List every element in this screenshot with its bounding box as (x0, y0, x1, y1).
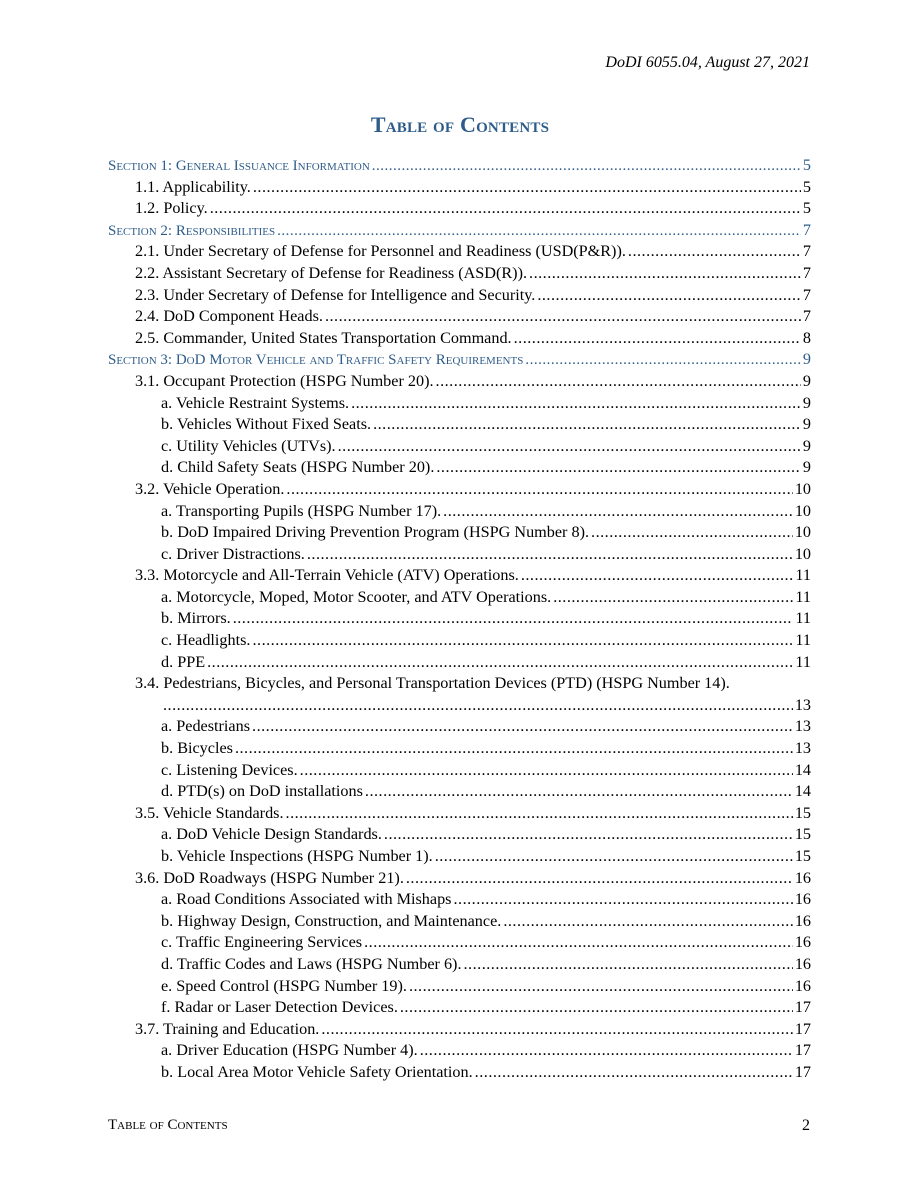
toc-page-number: 14 (794, 760, 811, 779)
toc-page-number: 5 (802, 177, 811, 196)
toc-entry-link[interactable] (108, 329, 811, 351)
toc-page-number: 17 (794, 1019, 811, 1038)
toc-entry-title: f. Radar or Laser Detection Devices. (161, 998, 398, 1017)
toc-entry-title: c. Listening Devices. (161, 760, 298, 779)
toc-section-link[interactable] (108, 221, 811, 243)
toc-page-number: 7 (802, 242, 811, 261)
toc-entry-title: b. Local Area Motor Vehicle Safety Orientation. (161, 1062, 473, 1081)
toc-page-number: 9 (802, 436, 811, 455)
dot-leader (365, 782, 793, 801)
toc-page-number: 16 (794, 954, 811, 973)
toc-page-number: 9 (802, 415, 811, 434)
dot-leader (252, 717, 793, 736)
toc-entry-title: Section 1: General Issuance Information (108, 158, 370, 174)
toc-page-number: 9 (802, 350, 811, 369)
toc-entry-link[interactable] (108, 523, 811, 545)
dot-leader (207, 653, 793, 672)
toc-page-number: 17 (794, 998, 811, 1017)
dot-leader (443, 502, 793, 521)
toc-entry-link[interactable] (108, 307, 811, 329)
toc-entry-link[interactable] (108, 717, 811, 739)
toc-entry-link[interactable] (108, 609, 811, 631)
toc-entry-link[interactable] (108, 458, 811, 480)
toc-page-number: 11 (795, 631, 811, 650)
toc-entry-title: a. Driver Education (HSPG Number 4). (161, 1041, 418, 1060)
dot-leader (364, 933, 793, 952)
toc-entry-link[interactable] (108, 372, 811, 394)
toc-entry-title: c. Utility Vehicles (UTVs). (161, 436, 336, 455)
footer-label: Table of Contents (108, 1117, 228, 1133)
dot-leader (409, 977, 793, 996)
toc-entry-link[interactable] (108, 825, 811, 847)
toc-entry-link[interactable] (108, 437, 811, 459)
toc-entry-link[interactable] (108, 782, 811, 804)
toc-page-number: 11 (795, 566, 811, 585)
dot-leader (253, 178, 801, 197)
toc-entry-title: d. Traffic Codes and Laws (HSPG Number 6). (161, 954, 462, 973)
toc-entry-link[interactable] (108, 415, 811, 437)
dot-leader (372, 158, 801, 175)
toc-entry-link[interactable] (108, 653, 811, 675)
toc-entry-title: b. Mirrors. (161, 609, 231, 628)
toc-entry-title: d. PTD(s) on DoD installations (161, 782, 363, 801)
toc-entry-link[interactable] (108, 1020, 811, 1042)
toc-entry-link[interactable] (108, 1063, 811, 1085)
toc-page-number: 9 (802, 371, 811, 390)
toc-page-number: 7 (802, 263, 811, 282)
dot-leader (503, 912, 792, 931)
toc-entry-title: c. Traffic Engineering Services (161, 933, 363, 952)
toc-entry-title: 3.7. Training and Education. (135, 1019, 320, 1038)
toc-page-number: 5 (802, 199, 811, 218)
toc-entry-title: a. Vehicle Restraint Systems. (161, 393, 350, 412)
dot-leader (529, 264, 801, 283)
toc-entry-title: 1.2. Policy. (135, 199, 208, 218)
dot-leader (351, 394, 801, 413)
toc-page-number: 14 (794, 782, 811, 801)
dot-leader (235, 739, 793, 758)
toc-page-number: 7 (802, 220, 811, 239)
dot-leader (453, 890, 792, 909)
toc-page-number: 13 (794, 717, 811, 736)
toc-entry-link[interactable] (108, 588, 811, 610)
toc-entry-title: 3.2. Vehicle Operation. (135, 479, 285, 498)
toc-entry-link[interactable] (108, 545, 811, 567)
toc-entry-link[interactable] (108, 480, 811, 502)
toc-entry-title: 2.5. Commander, United States Transportation Command. (135, 328, 512, 347)
dot-leader (537, 286, 801, 305)
table-of-contents (108, 156, 811, 1085)
toc-entry-link[interactable] (108, 242, 811, 264)
dot-leader (163, 696, 793, 715)
toc-page-number: 15 (794, 847, 811, 865)
toc-entry-title: Section 3: DoD Motor Vehicle and Traffic Safety Requirements (108, 352, 524, 369)
toc-page-number: 11 (795, 652, 811, 671)
toc-entry-title: 2.2. Assistant Secretary of Defense for Readiness (ASD(R)). (135, 263, 528, 282)
dot-leader (475, 1063, 793, 1082)
toc-entry-link[interactable] (108, 804, 811, 826)
dot-leader (373, 415, 801, 434)
dot-leader (338, 437, 801, 456)
toc-entry-title: a. Motorcycle, Moped, Motor Scooter, and ATV Operations. (161, 587, 552, 606)
dot-leader (210, 199, 801, 218)
toc-entry-title: b. Highway Design, Construction, and Maintenance. (161, 911, 502, 930)
toc-page-number: 10 (794, 523, 811, 542)
dot-leader (286, 480, 792, 499)
toc-page-number: 15 (794, 825, 811, 844)
toc-entry-title: 2.4. DoD Component Heads. (135, 307, 323, 326)
toc-entry-link[interactable] (108, 394, 811, 416)
toc-entry-title: a. Transporting Pupils (HSPG Number 17). (161, 501, 442, 520)
toc-entry-link[interactable] (108, 847, 811, 869)
toc-entry-title: 3.4. Pedestrians, Bicycles, and Personal Transportation Devices (PTD) (HSPG Number 14). (135, 674, 730, 693)
toc-page-number: 8 (802, 328, 811, 347)
toc-entry-link[interactable] (108, 761, 811, 783)
toc-page-number: 9 (802, 393, 811, 412)
toc-page-number: 5 (802, 156, 811, 174)
toc-page-number: 16 (794, 976, 811, 995)
toc-page-number: 13 (794, 739, 811, 758)
toc-entry-title: a. DoD Vehicle Design Standards. (161, 825, 382, 844)
toc-section-link[interactable] (108, 156, 811, 178)
toc-entry-link[interactable] (108, 869, 811, 891)
toc-page-number: 9 (802, 458, 811, 477)
toc-page-number: 17 (794, 1041, 811, 1060)
toc-entry-link[interactable] (108, 264, 811, 286)
toc-entry-title: 3.1. Occupant Protection (HSPG Number 20). (135, 371, 434, 390)
toc-page-number: 10 (794, 479, 811, 498)
toc-entry-link[interactable] (108, 955, 811, 977)
toc-entry-link[interactable] (108, 178, 811, 200)
page-title: Table of Contents (370, 112, 550, 137)
toc-page-number: 16 (794, 933, 811, 952)
dot-leader (436, 458, 801, 477)
toc-entry-link[interactable] (108, 933, 811, 955)
dot-leader (628, 242, 801, 261)
toc-page-number: 16 (794, 911, 811, 930)
toc-entry-link[interactable] (108, 199, 811, 221)
toc-entry-link[interactable] (108, 912, 811, 934)
toc-entry-title: Section 2: Responsibilities (108, 222, 276, 239)
toc-entry-title: b. Vehicle Inspections (HSPG Number 1). (161, 847, 433, 865)
toc-entry-title: 2.1. Under Secretary of Defense for Personnel and Readiness (USD(P&R)). (135, 242, 626, 261)
toc-entry-title: 3.5. Vehicle Standards. (135, 803, 284, 822)
dot-leader (233, 609, 794, 628)
toc-page-number: 13 (794, 695, 811, 714)
dot-leader (553, 588, 793, 607)
dot-leader (277, 223, 801, 240)
toc-page-number: 7 (802, 307, 811, 326)
toc-entry-link[interactable] (108, 566, 811, 588)
toc-entry-link[interactable] (108, 739, 811, 761)
toc-entry-link[interactable] (108, 998, 811, 1020)
toc-page-number: 11 (795, 609, 811, 628)
dot-leader (307, 545, 793, 564)
dot-leader (435, 847, 793, 866)
dot-leader (514, 329, 801, 348)
toc-entry-title: 2.3. Under Secretary of Defense for Intelligence and Security. (135, 285, 536, 304)
toc-entry-title: b. Bicycles (161, 739, 233, 758)
document-reference: DoDI 6055.04, August 27, 2021 (605, 54, 810, 71)
toc-entry-title: 3.3. Motorcycle and All-Terrain Vehicle (ATV) Operations. (135, 566, 519, 585)
toc-entry-title: d. PPE (161, 652, 206, 671)
toc-entry-title: 3.6. DoD Roadways (HSPG Number 21). (135, 868, 404, 887)
dot-leader (252, 631, 793, 650)
toc-entry-link[interactable] (108, 674, 811, 696)
toc-entry-link[interactable] (108, 977, 811, 999)
toc-entry-link[interactable] (108, 696, 811, 718)
toc-entry-link[interactable] (108, 890, 811, 912)
toc-entry-link[interactable] (108, 1041, 811, 1063)
dot-leader (420, 1041, 793, 1060)
toc-entry-link[interactable] (108, 631, 811, 653)
dot-leader (521, 566, 794, 585)
toc-page-number: 17 (794, 1062, 811, 1081)
dot-leader (300, 761, 793, 780)
dot-leader (400, 998, 793, 1017)
dot-leader (286, 804, 793, 823)
dot-leader (436, 372, 801, 391)
toc-entry-title: b. DoD Impaired Driving Prevention Program (HSPG Number 8). (161, 523, 590, 542)
toc-entry-title: a. Road Conditions Associated with Mishaps (161, 890, 452, 909)
toc-entry-title: a. Pedestrians (161, 717, 251, 736)
toc-page-number: 15 (794, 803, 811, 822)
toc-entry-title: c. Headlights. (161, 631, 251, 650)
toc-entry-link[interactable] (108, 286, 811, 308)
dot-leader (591, 523, 793, 542)
toc-entry-title: e. Speed Control (HSPG Number 19). (161, 976, 407, 995)
toc-page-number: 11 (795, 587, 811, 606)
dot-leader (406, 869, 793, 888)
toc-page-number: 16 (794, 868, 811, 887)
toc-entry-link[interactable] (108, 502, 811, 524)
toc-entry-title: c. Driver Distractions. (161, 544, 305, 563)
toc-entry-title: 1.1. Applicability. (135, 177, 251, 196)
toc-entry-title: d. Child Safety Seats (HSPG Number 20). (161, 458, 435, 477)
dot-leader (384, 825, 793, 844)
dot-leader (525, 352, 801, 369)
toc-page-number: 7 (802, 285, 811, 304)
toc-page-number: 10 (794, 544, 811, 563)
dot-leader (464, 955, 793, 974)
toc-page-number: 16 (794, 890, 811, 909)
toc-section-link[interactable] (108, 350, 811, 372)
toc-entry-title: b. Vehicles Without Fixed Seats. (161, 415, 372, 434)
footer-page-number: 2 (802, 1117, 810, 1134)
dot-leader (325, 307, 801, 326)
dot-leader (321, 1020, 792, 1039)
toc-page-number: 10 (794, 501, 811, 520)
